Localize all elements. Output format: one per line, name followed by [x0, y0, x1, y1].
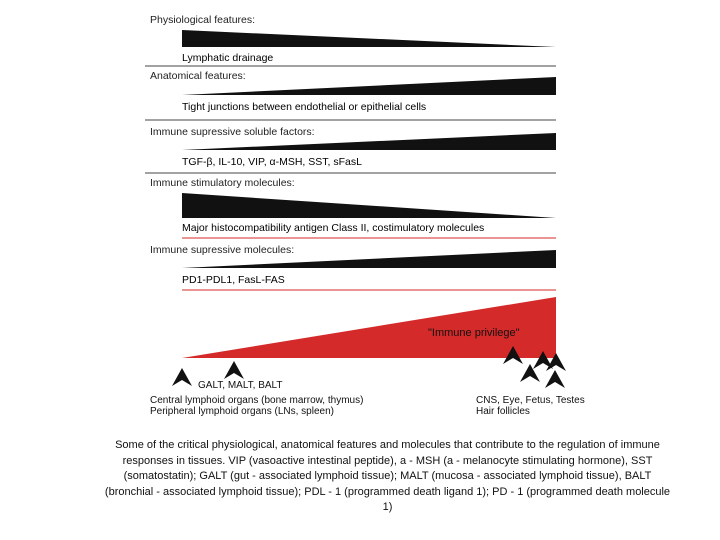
arrowhead-galt: [224, 361, 244, 379]
soluble-factors-header: Immune supressive soluble factors:: [150, 126, 315, 138]
arrowhead-hair-follicles: [545, 370, 565, 388]
lymphatic-drainage-wedge: [182, 30, 556, 47]
immune-privilege-label: "Immune privilege": [428, 327, 520, 339]
anatomical-features-header: Anatomical features:: [150, 70, 246, 82]
stimulatory-molecules-wedge: [182, 193, 556, 218]
figure-caption: Some of the critical physiological, anatomical features and molecules that contribute to the regulation of immune responses in tissues. VIP (vasoactive intestinal peptide), a - MSH (a - melanocyte stimulating hormone), SST (somatostatin); GALT (gut - associated lymphoid tissue); MALT (mucosa - associated lymphoid tissue), BALT (bronchial - associated lymphoid tissue); PDL - 1 (programmed death ligand 1); PD - 1 (programmed death molecule 1): [104, 439, 671, 513]
peripheral-lymphoid-label: Peripheral lymphoid organs (LNs, spleen): [150, 406, 334, 417]
tight-junctions-gradient: [145, 77, 556, 120]
tight-junctions-label: Tight junctions between endothelial or epithelial cells: [182, 101, 427, 113]
soluble-factors-label: TGF-β, IL-10, VIP, α-MSH, SST, sFasL: [182, 156, 362, 168]
cns-eye-label: CNS, Eye, Fetus, Testes: [476, 395, 585, 406]
arrowhead-central-lymphoid: [172, 368, 192, 386]
stimulatory-molecules-label: Major histocompatibility antigen Class II, costimulatory molecules: [182, 222, 485, 234]
suppressive-molecules-label: PD1-PDL1, FasL-FAS: [182, 274, 285, 286]
suppressive-molecules-header: Immune supressive molecules:: [150, 244, 295, 256]
lymphatic-drainage-label: Lymphatic drainage: [182, 52, 274, 64]
galt-label: GALT, MALT, BALT: [198, 380, 283, 391]
central-lymphoid-label: Central lymphoid organs (bone marrow, thymus): [150, 395, 364, 406]
arrowhead-cns: [520, 364, 540, 382]
physiological-features-header: Physiological features:: [150, 14, 256, 26]
hair-follicles-label: Hair follicles: [476, 406, 530, 417]
stimulatory-molecules-header: Immune stimulatory molecules:: [150, 177, 295, 189]
